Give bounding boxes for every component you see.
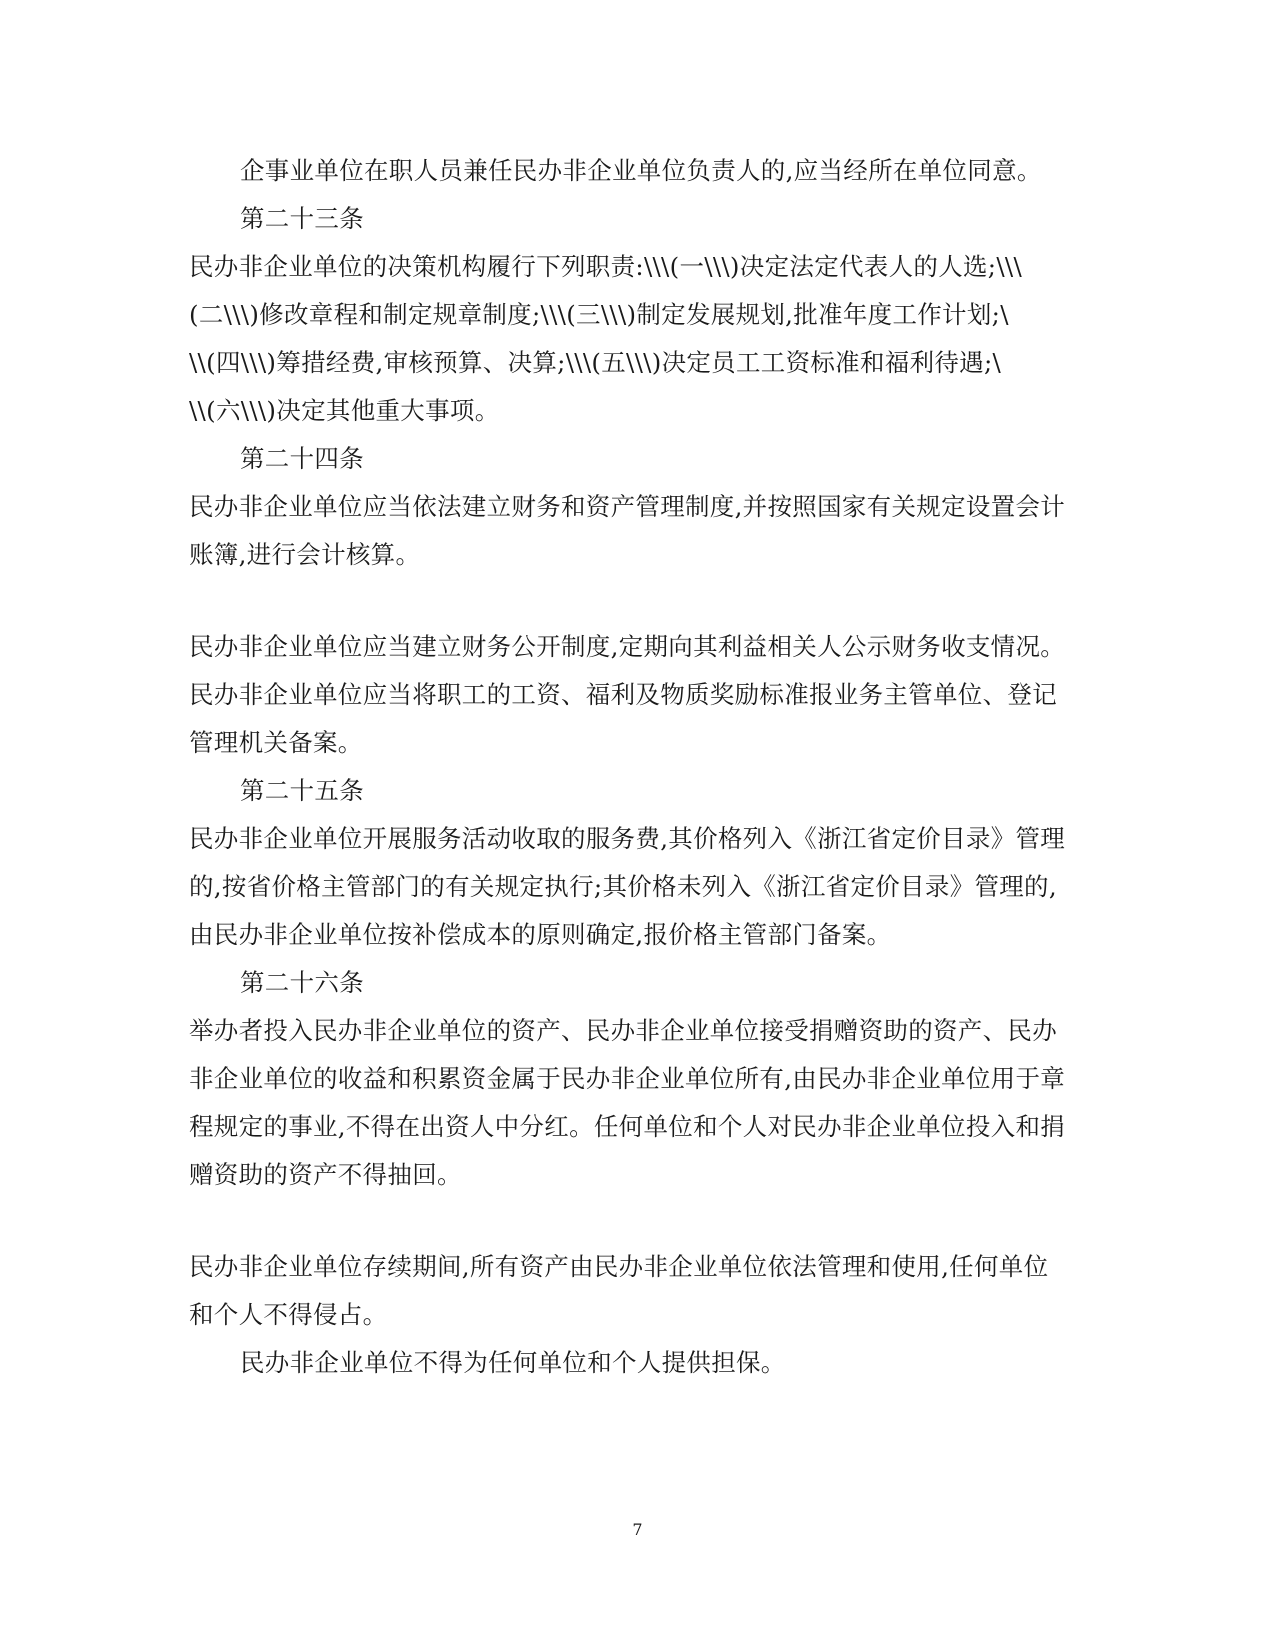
paragraph-line-4: (二\\\)修改章程和制定规章制度;\\\(三\\\)制定发展规划,批准年度工作计划;\ [189, 300, 1009, 329]
paragraph-line-14: 民办非企业单位开展服务活动收取的服务费,其价格列入《浙江省定价目录》管理 [189, 824, 1066, 853]
paragraph-line-16: 由民办非企业单位按补偿成本的原则确定,报价格主管部门备案。 [189, 920, 892, 949]
paragraph-line-3: 民办非企业单位的决策机构履行下列职责:\\\(一\\\)决定法定代表人的人选;\\\ [189, 252, 1023, 281]
paragraph-line-10: 民办非企业单位应当建立财务公开制度,定期向其利益相关人公示财务收支情况。 [189, 632, 1066, 661]
paragraph-line-1: 企事业单位在职人员兼任民办非企业单位负责人的,应当经所在单位同意。 [240, 156, 1042, 185]
article-heading-23: 第二十三条 [240, 204, 364, 233]
paragraph-line-18: 举办者投入民办非企业单位的资产、民办非企业单位接受捐赠资助的资产、民办 [189, 1016, 1057, 1045]
paragraph-line-23: 和个人不得侵占。 [189, 1300, 388, 1329]
page-number: 7 [632, 1520, 643, 1539]
paragraph-line-15: 的,按省价格主管部门的有关规定执行;其价格未列入《浙江省定价目录》管理的, [189, 872, 1057, 901]
paragraph-line-22: 民办非企业单位存续期间,所有资产由民办非企业单位依法管理和使用,任何单位 [189, 1252, 1049, 1281]
article-heading-24: 第二十四条 [240, 444, 364, 473]
paragraph-line-19: 非企业单位的收益和积累资金属于民办非企业单位所有,由民办非企业单位用于章 [189, 1064, 1066, 1093]
paragraph-line-8: 民办非企业单位应当依法建立财务和资产管理制度,并按照国家有关规定设置会计 [189, 492, 1066, 521]
paragraph-line-9: 账簿,进行会计核算。 [189, 540, 421, 569]
article-heading-25: 第二十五条 [240, 776, 364, 805]
paragraph-line-20: 程规定的事业,不得在出资人中分红。任何单位和个人对民办非企业单位投入和捐 [189, 1112, 1066, 1141]
article-heading-26: 第二十六条 [240, 968, 364, 997]
paragraph-line-24: 民办非企业单位不得为任何单位和个人提供担保。 [240, 1348, 786, 1377]
paragraph-line-11: 民办非企业单位应当将职工的工资、福利及物质奖励标准报业务主管单位、登记 [189, 680, 1057, 709]
paragraph-line-6: \\(六\\\)决定其他重大事项。 [189, 396, 500, 425]
paragraph-line-5: \\(四\\\)筹措经费,审核预算、决算;\\\(五\\\)决定员工工资标准和福利待遇;\ [189, 348, 1002, 377]
paragraph-line-12: 管理机关备案。 [189, 728, 363, 757]
paragraph-line-21: 赠资助的资产不得抽回。 [189, 1160, 462, 1189]
